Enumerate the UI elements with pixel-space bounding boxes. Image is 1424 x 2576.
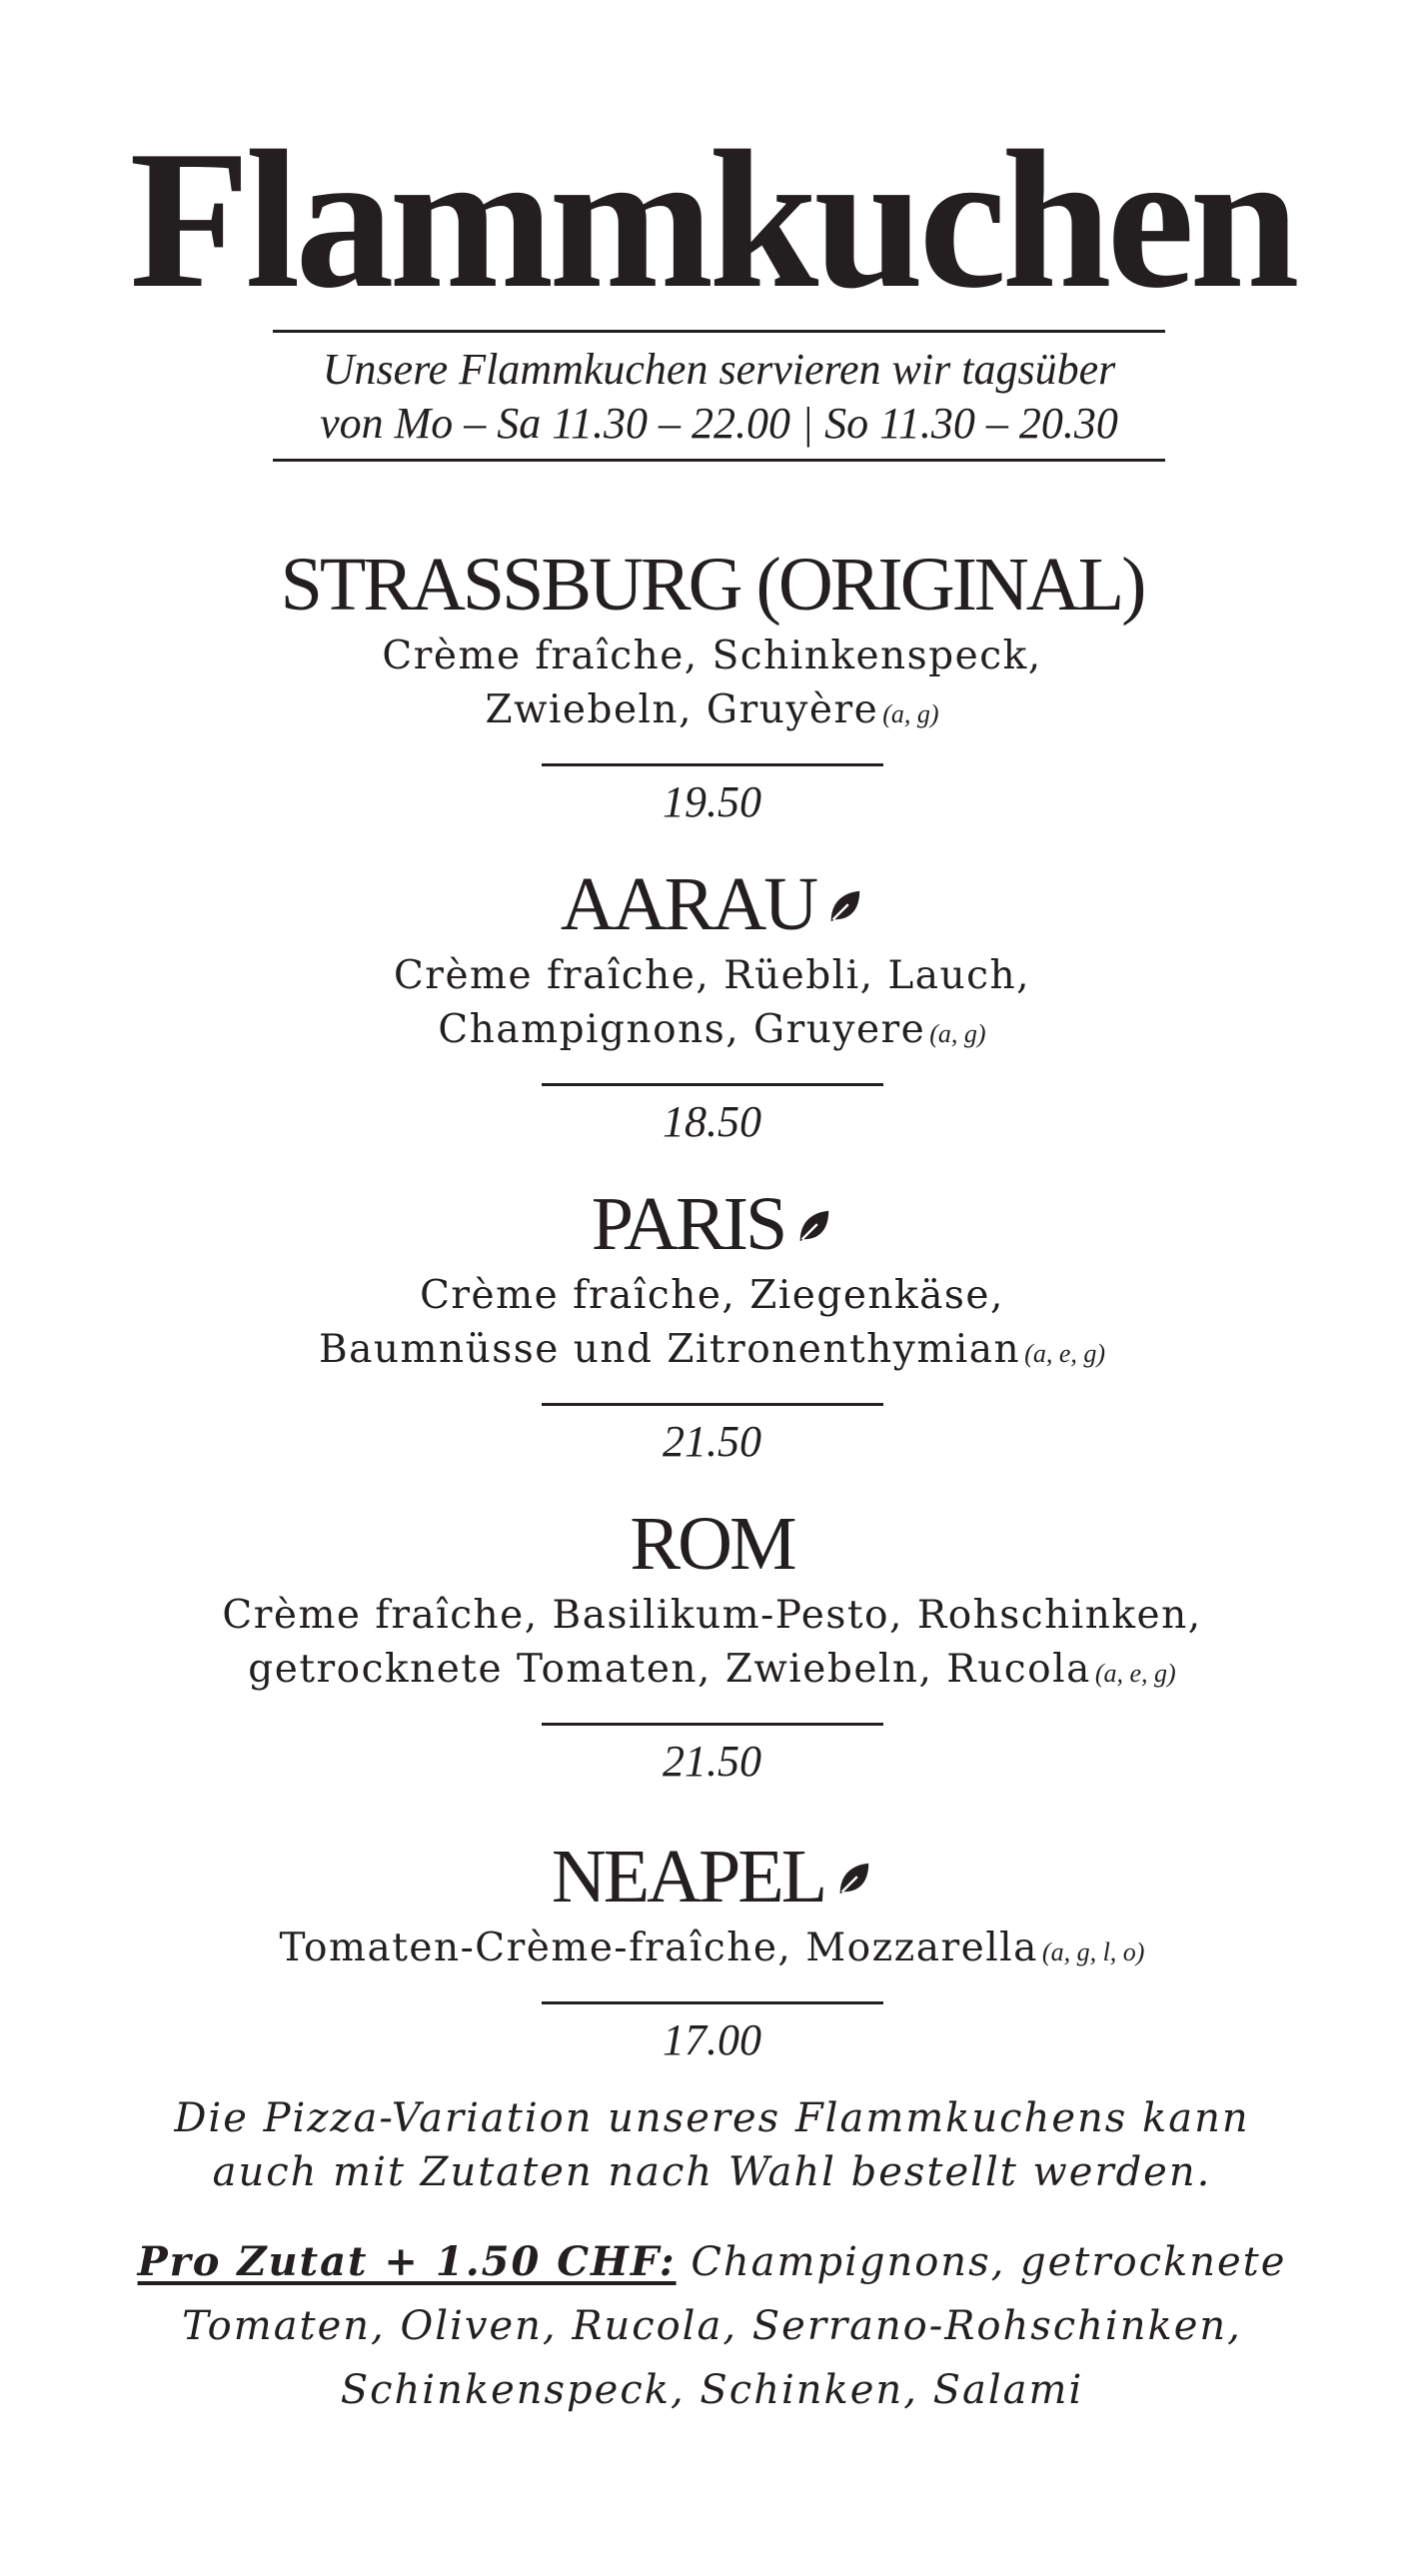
divider (542, 1083, 883, 1086)
item-description-line-2: getrocknete Tomaten, Zwiebeln, Rucola (a, e, g) (248, 1647, 1176, 1692)
item-description-line-2: Baumnüsse und Zitronenthymian (a, e, g) (318, 1327, 1106, 1372)
item-description-line-1: Tomaten-Crème-fraîche, Mozzarella (a, g, l, o) (279, 1926, 1145, 1970)
pizza-variation-note (0, 2091, 1424, 2199)
item-name-row (0, 859, 1424, 949)
leaf-icon (834, 1860, 872, 1898)
item-name: NEAPEL (551, 1835, 825, 1919)
item-description-line-1: Crème fraîche, Ziegenkäse, (420, 1273, 1004, 1318)
opening-hours (273, 330, 1165, 462)
allergen-codes: (a, e, g) (1024, 1339, 1106, 1368)
allergen-codes: (a, e, g) (1094, 1659, 1176, 1688)
extra-toppings (0, 2230, 1424, 2422)
item-price: 19.50 (663, 777, 761, 826)
item-name: AARAU (560, 862, 816, 946)
extras-line-3: Schinkenspeck, Schinken, Salami (340, 2367, 1084, 2413)
divider (542, 2001, 883, 2004)
leaf-icon (794, 1207, 832, 1245)
item-name-row (0, 1832, 1424, 1922)
menu-item-strassburg (0, 540, 1424, 828)
hours-line-1: Unsere Flammkuchen servieren wir tagsüber (322, 345, 1116, 394)
item-description-line-1: Crème fraîche, Schinkenspeck, (382, 634, 1042, 678)
item-description-line-1: Crème fraîche, Rüebli, Lauch, (393, 953, 1031, 998)
item-price: 18.50 (663, 1097, 761, 1146)
menu-item-rom (0, 1499, 1424, 1788)
item-price: 21.50 (663, 1417, 761, 1466)
hours-line-2: von Mo – Sa 11.30 – 22.00 | So 11.30 – 20.30 (320, 399, 1118, 448)
divider (542, 763, 883, 766)
item-description-line-2: Champignons, Gruyere (a, g) (438, 1007, 986, 1052)
item-description-line-2: Zwiebeln, Gruyère (a, g) (485, 687, 939, 732)
menu-item-aarau (0, 859, 1424, 1148)
allergen-codes: (a, g) (929, 1019, 986, 1048)
note-line-2: auch mit Zutaten nach Wahl bestellt werden. (212, 2149, 1212, 2195)
menu-item-paris (0, 1179, 1424, 1468)
extras-price-label: Pro Zutat + 1.50 CHF: (137, 2238, 677, 2285)
item-name-row (0, 1179, 1424, 1269)
item-price: 21.50 (663, 1737, 761, 1786)
item-description-line-1: Crème fraîche, Basilikum-Pesto, Rohschinken, (222, 1593, 1202, 1638)
menu-item-neapel (0, 1832, 1424, 2066)
divider (542, 1723, 883, 1726)
divider (542, 1403, 883, 1406)
item-name: ROM (630, 1502, 794, 1586)
note-line-1: Die Pizza-Variation unseres Flammkuchens kann (174, 2095, 1250, 2141)
extras-line-1: Pro Zutat + 1.50 CHF: Champignons, getrocknete (137, 2238, 1287, 2285)
item-name: STRASSBURG (ORIGINAL) (280, 543, 1144, 627)
allergen-codes: (a, g) (882, 699, 939, 728)
extras-line-2: Tomaten, Oliven, Rucola, Serrano-Rohschinken, (182, 2303, 1242, 2349)
allergen-codes: (a, g, l, o) (1041, 1937, 1145, 1966)
leaf-icon (825, 887, 863, 925)
item-price: 17.00 (663, 2015, 761, 2064)
page-title: Flammkuchen (129, 110, 1295, 329)
item-name: PARIS (591, 1182, 785, 1266)
